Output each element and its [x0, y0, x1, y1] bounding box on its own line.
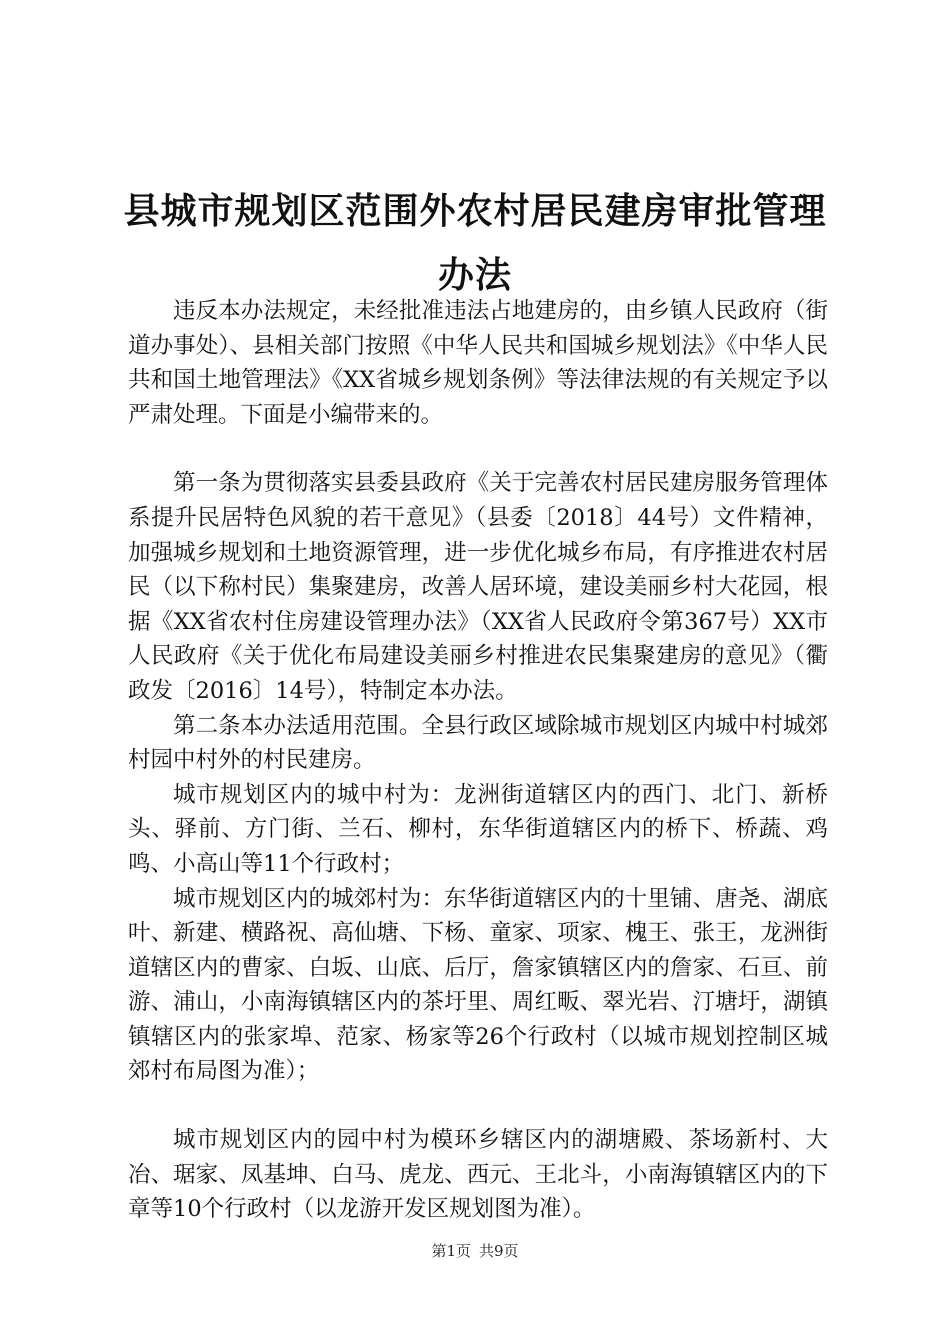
page-number: 第1页 — [431, 1242, 471, 1260]
article-2-paragraph: 第二条本办法适用范围。全县行政区域除城市规划区内城中村城郊村园中村外的村民建房。 — [128, 712, 828, 774]
page-footer — [0, 1241, 950, 1261]
urban-village-paragraph: 城市规划区内的城中村为：龙洲街道辖区内的西门、北门、新桥头、驿前、方门街、兰石、柳村，东华街道辖区内的桥下、桥蔬、鸡鸣、小高山等11个行政村； — [128, 781, 828, 877]
intro-paragraph: 违反本办法规定，未经批准违法占地建房的，由乡镇人民政府（街道办事处）、县相关部门按照《中华人民共和国城乡规划法》《中华人民共和国土地管理法》《XX省城乡规划条例》等法律法规的有关规定予以严肃处理。下面是小编带来的。 — [128, 298, 828, 428]
document-body — [128, 294, 828, 1227]
page-total: 共9页 — [479, 1242, 519, 1260]
article-1-paragraph: 第一条为贯彻落实县委县政府《关于完善农村居民建房服务管理体系提升民居特色风貌的若干意见》（县委〔2018〕44号）文件精神，加强城乡规划和土地资源管理，进一步优化城乡布局，有序推进农村居民（以下称村民）集聚建房，改善人居环境，建设美丽乡村大花园，根据《XX省农村住房建设管理办法》（XX省人民政府令第367号）XX市人民政府《关于优化布局建设美丽乡村推进农民集聚建房的意见》（衢政发〔2016〕14号），特制定本办法。 — [128, 470, 828, 704]
garden-village-paragraph: 城市规划区内的园中村为模环乡辖区内的湖塘殿、茶场新村、大冶、琚家、凤基坤、白马、虎龙、西元、王北斗，小南海镇辖区内的下章等10个行政村（以龙游开发区规划图为准）。 — [128, 1127, 828, 1223]
suburban-village-paragraph: 城市规划区内的城郊村为：东华街道辖区内的十里铺、唐尧、湖底叶、新建、横路祝、高仙塘、下杨、童家、项家、槐王、张王，龙洲街道辖区内的曹家、白坂、山底、后厅，詹家镇辖区内的詹家、石亘、前游、浦山，小南海镇辖区内的茶圩里、周红畈、翠光岩、汀塘圩，湖镇镇辖区内的张家埠、范家、杨家等26个行政村（以城市规划控制区城郊村布局图为准）； — [128, 885, 828, 1085]
document-title: 县城市规划区范围外农村居民建房审批管理办法 — [123, 191, 827, 296]
